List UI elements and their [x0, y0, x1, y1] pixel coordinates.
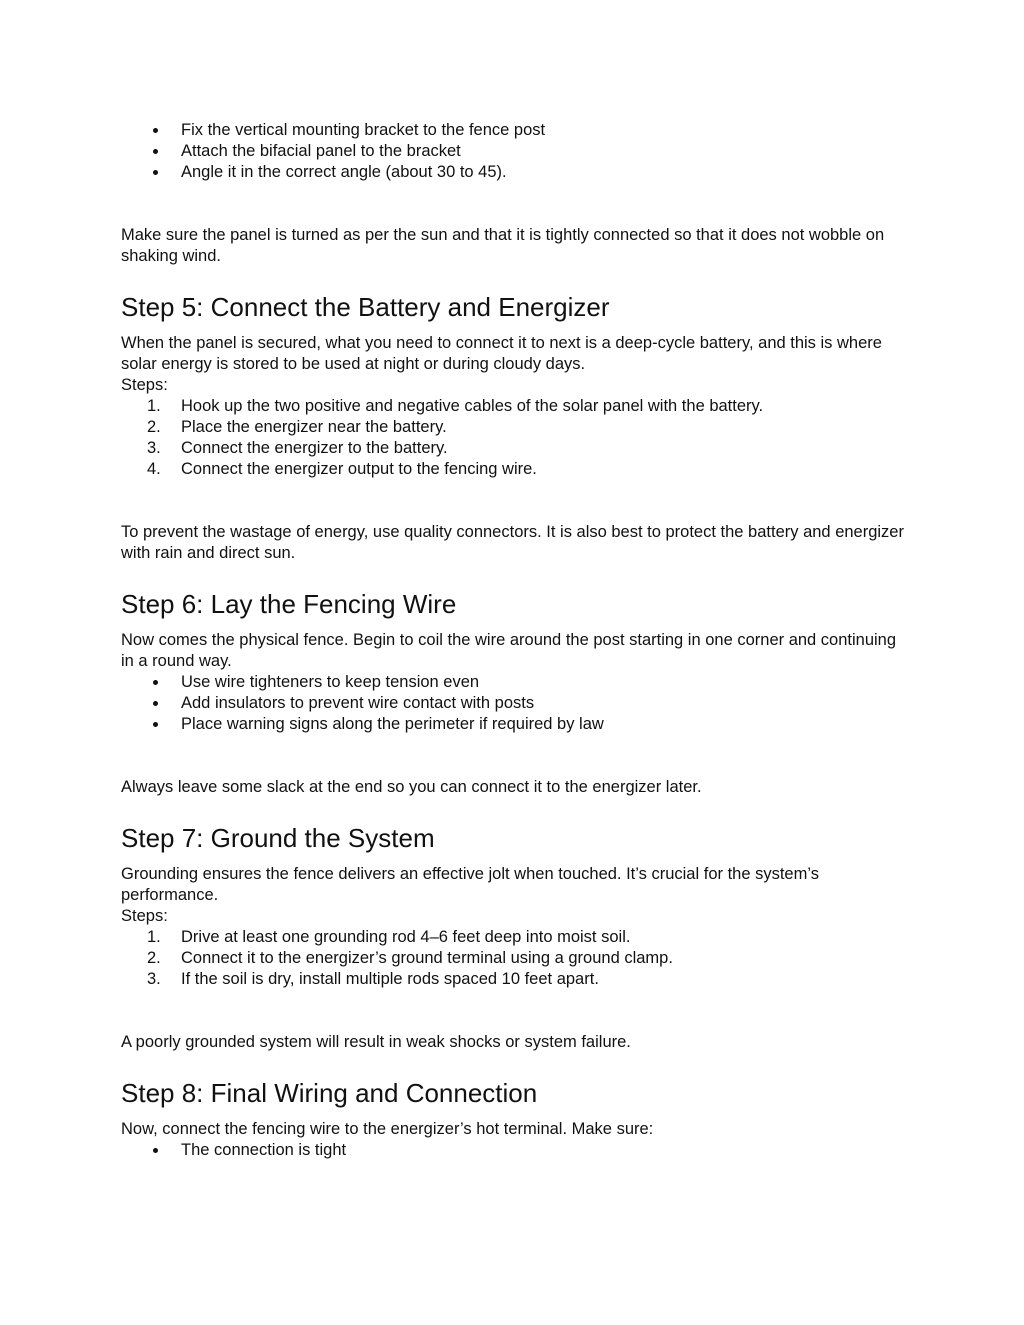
step5-heading: Step 5: Connect the Battery and Energizer [121, 292, 610, 322]
list-item: Attach the bifacial panel to the bracket [121, 141, 911, 162]
list-item: Fix the vertical mounting bracket to the fence post [121, 120, 911, 141]
list-item: Place warning signs along the perimeter if required by law [121, 714, 911, 735]
list-text: Connect the energizer output to the fencing wire. [181, 460, 537, 478]
list-number: 3. [147, 439, 161, 457]
step5-steps-label: Steps: [121, 376, 168, 394]
list-number: 4. [147, 460, 161, 478]
step6-paragraph: Now comes the physical fence. Begin to coil the wire around the post starting in one corner and continuing in a round way. [121, 631, 897, 670]
step7-heading: Step 7: Ground the System [121, 823, 435, 853]
list-item: Angle it in the correct angle (about 30 to 45). [121, 162, 911, 183]
list-item: Use wire tighteners to keep tension even [121, 672, 911, 693]
step7-note: A poorly grounded system will result in weak shocks or system failure. [121, 1033, 631, 1051]
step7-steps-label: Steps: [121, 907, 168, 925]
list-text: Hook up the two positive and negative cables of the solar panel with the battery. [181, 397, 764, 415]
list-number: 2. [147, 418, 161, 436]
list-number: 3. [147, 970, 161, 988]
step7-paragraph: Grounding ensures the fence delivers an effective jolt when touched. It’s crucial for the system’s performance. [121, 865, 819, 904]
list-text: Connect it to the energizer’s ground terminal using a ground clamp. [181, 949, 673, 967]
list-number: 1. [147, 397, 161, 415]
list-item: Add insulators to prevent wire contact with posts [121, 693, 911, 714]
step6-note: Always leave some slack at the end so you can connect it to the energizer later. [121, 778, 702, 796]
list-item: The connection is tight [121, 1140, 911, 1161]
list-item [121, 927, 911, 948]
list-item [121, 438, 911, 459]
list-item [121, 948, 911, 969]
step6-bullet-list [121, 672, 911, 735]
step5-numbered-list [121, 396, 911, 480]
list-item [121, 396, 911, 417]
step5-paragraph: When the panel is secured, what you need to connect it to next is a deep-cycle battery, and this is where solar energy is stored to be used at night or during cloudy days. [121, 334, 882, 373]
list-text: Place the energizer near the battery. [181, 418, 447, 436]
list-item [121, 969, 911, 990]
list-number: 1. [147, 928, 161, 946]
intro-note: Make sure the panel is turned as per the sun and that it is tightly connected so that it does not wobble on shaking wind. [121, 226, 885, 265]
intro-bullet-list [121, 120, 911, 183]
step7-numbered-list [121, 927, 911, 990]
step6-heading: Step 6: Lay the Fencing Wire [121, 589, 457, 619]
list-text: If the soil is dry, install multiple rods spaced 10 feet apart. [181, 970, 599, 988]
list-number: 2. [147, 949, 161, 967]
list-item [121, 417, 911, 438]
page-content [121, 120, 911, 1161]
step8-paragraph: Now, connect the fencing wire to the energizer’s hot terminal. Make sure: [121, 1120, 654, 1138]
step5-note: To prevent the wastage of energy, use quality connectors. It is also best to protect the battery and energizer with rain and direct sun. [121, 523, 904, 562]
list-text: Drive at least one grounding rod 4–6 feet deep into moist soil. [181, 928, 631, 946]
step8-heading: Step 8: Final Wiring and Connection [121, 1078, 538, 1108]
list-text: Connect the energizer to the battery. [181, 439, 448, 457]
list-item [121, 459, 911, 480]
step8-bullet-list [121, 1140, 911, 1161]
